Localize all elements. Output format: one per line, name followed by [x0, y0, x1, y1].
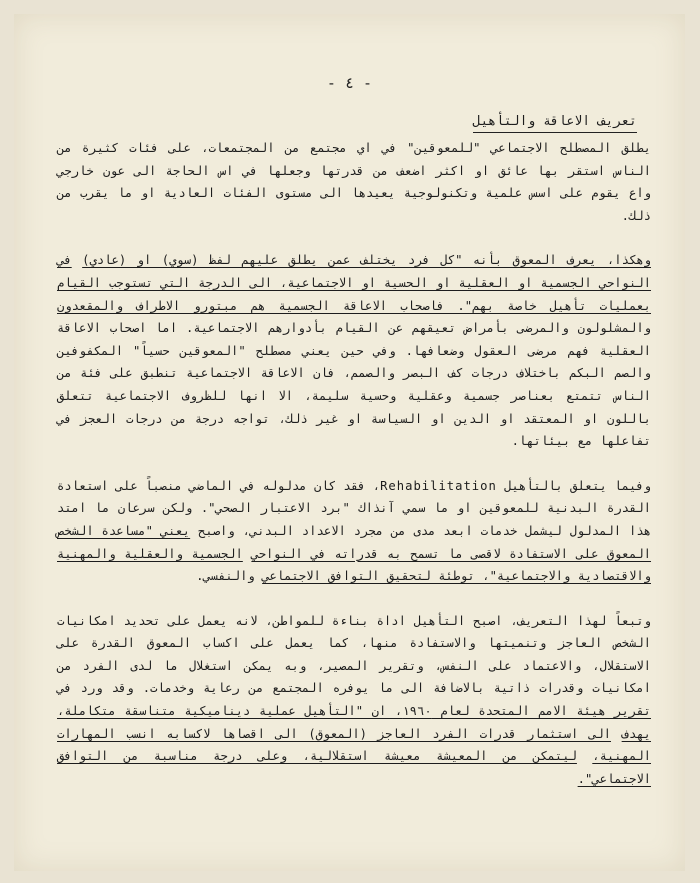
- text-line-underlined: الى استثمار قدرات الفرد العاجز (المعوق) الى اقصاها لاكسابه انسب المهارات المهنية،: [57, 726, 651, 764]
- text-line-underlined: ليتمكن من المعيشة معيشة استقلالية، وعلى درجة مناسبة من التوافق الاجتماعي".: [57, 749, 651, 786]
- text-line: يقرب من ذلك.: [57, 186, 651, 223]
- paragraph-rehabilitation: [57, 475, 651, 588]
- paragraph-disabled-definition: [57, 249, 651, 452]
- text-line-underlined: تقرير هيئة الامم المتحدة لعام ١٩٦٠، ان "التأهيل عملية ديناميكية متناسقة متكاملة، يهدف: [57, 704, 651, 741]
- text-line: على استعادة القدرة البدنية للمعوقين او ما سمي آنذاك "برد الاعتبار الصحي". ولكن: [57, 478, 652, 516]
- text-line: يطلق المصطلح الاجتماعي "للمعوقين" في اي مجتمع من المجتمعات، على فئات: [129, 141, 651, 155]
- text-segment: وفيما يتعلق بالتأهيل: [496, 478, 651, 493]
- text-line: كثيرة من الناس استقر بها عائق او اكثر اضعف من قدرتها وجعلها في اس الحاجة الى: [57, 141, 651, 178]
- text-line: امكانيات الشخص العاجز وتنميتها والاستفادة منها، كما يعمل على اكساب المعوق القدرة: [57, 613, 652, 651]
- text-line: من امكانيات وقدرات ذاتية بالاضافة الى ما يوفره المجتمع من رعاية وخدمات. وقد ورد في: [57, 658, 651, 696]
- text-line-underlined: بعمليات تأهيل خاصة بهم". فاصحاب الاعاقة الجسمية هم مبتورو الاطراف والمقعدون: [57, 298, 651, 313]
- text-line-with-latin: [145, 479, 651, 493]
- text-line-underlined: في النواحي الجسمية او العقلية او الحسية او الاجتماعية، الى الدرجة التي تستوجب القيام: [57, 253, 651, 290]
- latin-term: Rehabilitation: [380, 478, 497, 493]
- text-line: المكفوفين والصم البكم باختلاف درجات كف البصر والصمم، فان الاعاقة الاجتماعية تنطبق: [57, 343, 652, 381]
- text-line: في تفاعلها مع بيئاتها.: [57, 411, 651, 449]
- document-page: [14, 14, 685, 871]
- text-line-underlined: وهكذا، يعرف المعوق بأنه "كل فرد يختلف عمن يطلق عليهم لفظ (سوي) او (عادي): [82, 253, 651, 268]
- text-line: على فئة من الناس تتمتع بعناصر جسمية وعقلية وحسية سليمة، الا انها للظروف الاجتماعية: [57, 366, 651, 403]
- text-line: سرعان ما امتد هذا المدلول ليشمل خدمات ابعد مدى من مجرد الاعداد البدني، واصبح: [57, 501, 651, 538]
- document-body: [57, 110, 651, 812]
- paragraph-rehab-purpose: [57, 610, 651, 791]
- page-number: - ٤ -: [326, 74, 373, 92]
- text-line: والنفسي.: [196, 569, 255, 584]
- text-line-underlined: الجسمية والعقلية والمهنية والاقتصادية والاجتماعية"، توطئة لتحقيق التوافق الاجتماعي: [57, 546, 651, 584]
- text-line: والمشلولون والمرضى بأمراض تعيقهم عن القيام بأدوارهم الاجتماعية. اما اصحاب الاعاقة: [57, 321, 651, 336]
- section-title-wrap: [57, 110, 651, 133]
- text-line-underlined: يعني "مساعدة الشخص المعوق على الاستفادة لاقصى ما تسمح به قدراته في النواحي: [57, 523, 652, 561]
- text-line: عون خارجي واع يقوم على اسس علمية وتكنولوجية يعيدها الى مستوى الفئات العادية او ما: [57, 163, 651, 201]
- text-line: تتعلق باللون او المعتقد او الدين او السياسة او غير ذلك، تواجه درجة من درجات العجز: [57, 388, 652, 426]
- text-line: وتبعاً لهذا التعريف، اصبح التأهيل اداة بناءة للمواطن، لانه يعمل على تحديد: [123, 613, 651, 628]
- text-line: العقلية فهم مرضى العقول وضعافها. وفي حين يعني مصطلح "المعوقين حسياً": [133, 343, 651, 358]
- text-segment: ، فقد كان مدلوله في الماضي منصباً: [145, 478, 381, 493]
- paragraph-definition: [57, 137, 651, 227]
- section-title: تعريف الاعاقة والتأهيل: [473, 112, 637, 133]
- text-line: على الاستقلال، والاعتماد على النفس، وتقرير المصير، وبه يمكن استغلال ما لدى الفرد: [57, 636, 651, 673]
